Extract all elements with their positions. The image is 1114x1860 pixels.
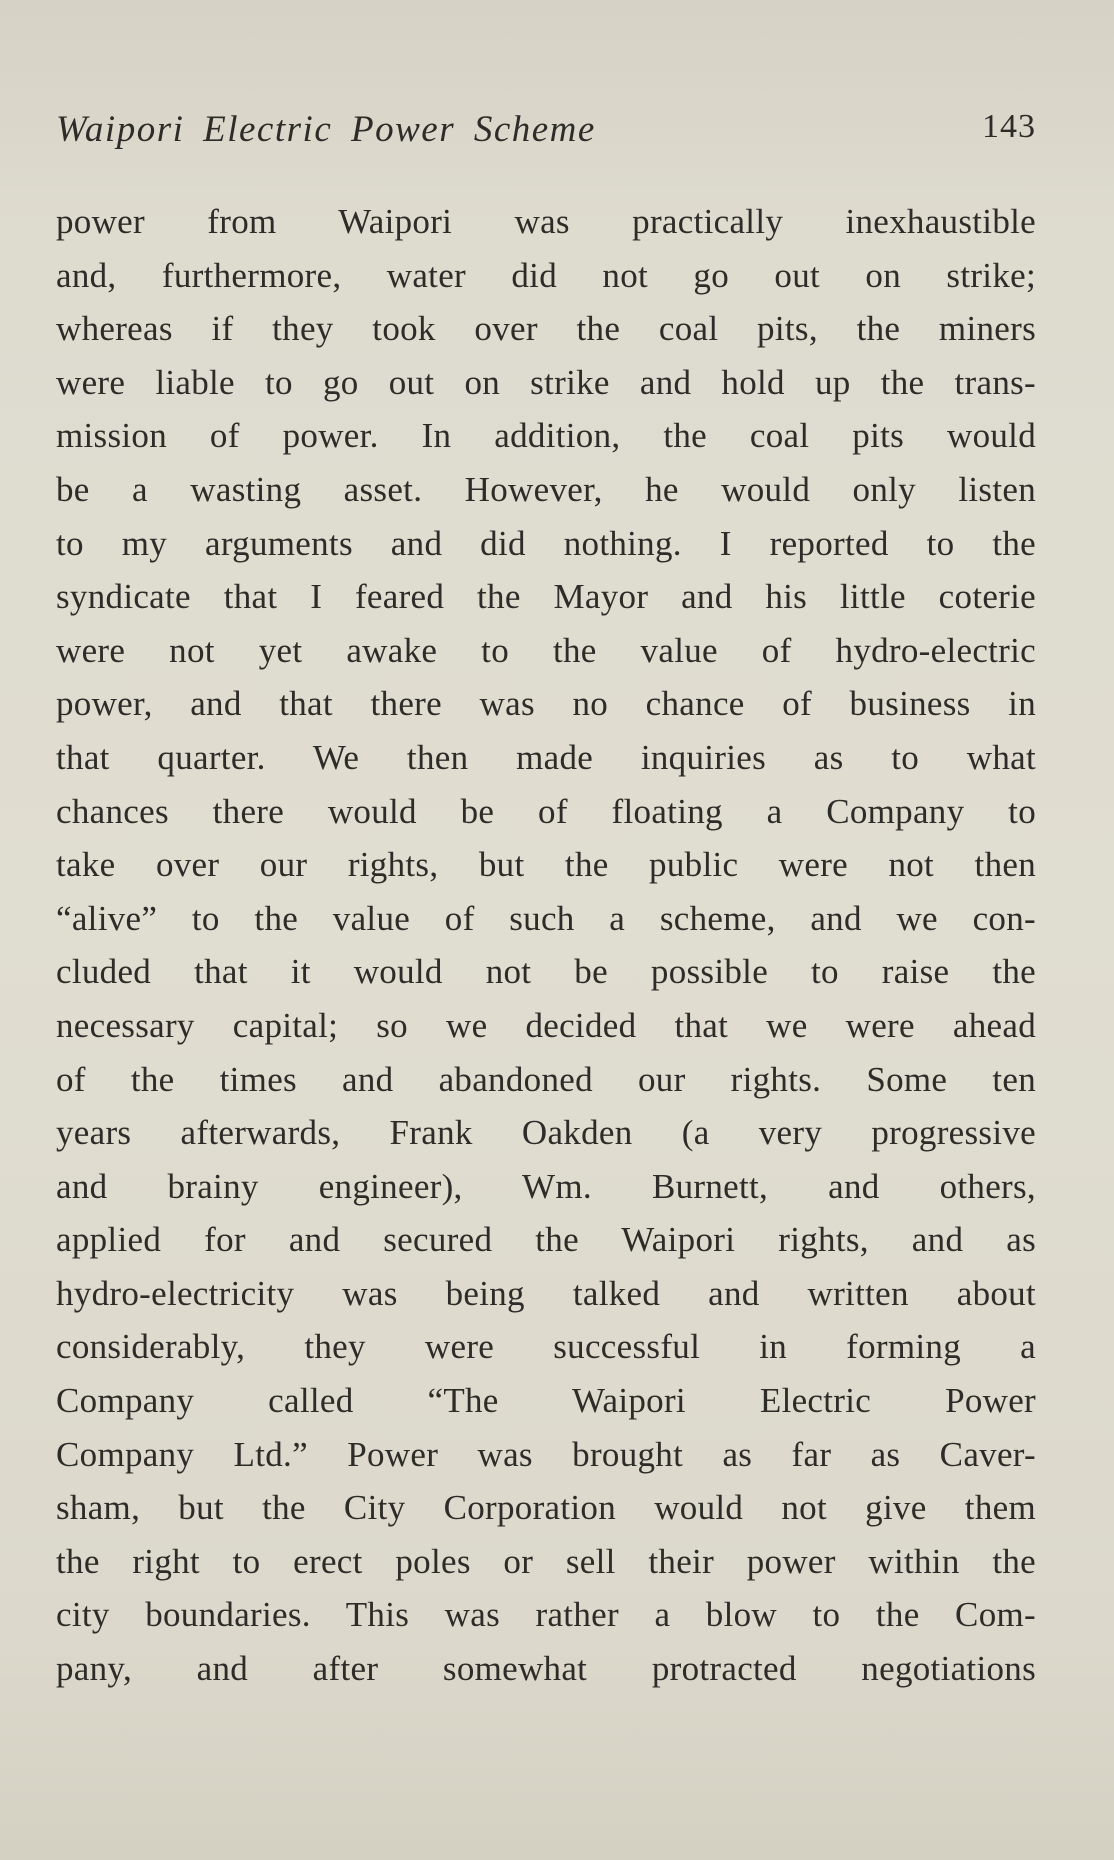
running-head bbox=[56, 108, 1036, 156]
text-line: and brainy engineer), Wm. Burnett, and others, bbox=[56, 1166, 1036, 1206]
text-line: of the times and abandoned our rights. Some ten bbox=[56, 1059, 1036, 1099]
text-line: and, furthermore, water did not go out on strike; bbox=[56, 255, 1036, 295]
text-line: be a wasting asset. However, he would only listen bbox=[56, 469, 1036, 509]
text-line: necessary capital; so we decided that we were ahead bbox=[56, 1005, 1036, 1045]
text-line: that quarter. We then made inquiries as to what bbox=[56, 737, 1036, 777]
text-line: hydro-electricity was being talked and written about bbox=[56, 1273, 1036, 1313]
text-line: applied for and secured the Waipori rights, and as bbox=[56, 1220, 1036, 1260]
text-line: take over our rights, but the public were not then bbox=[56, 845, 1036, 885]
text-line: pany, and after somewhat protracted negotiations bbox=[56, 1649, 1036, 1689]
text-line: considerably, they were successful in forming a bbox=[56, 1327, 1036, 1367]
text-line: years afterwards, Frank Oakden (a very progressive bbox=[56, 1113, 1036, 1153]
text-line: were not yet awake to the value of hydro-electric bbox=[56, 630, 1036, 670]
text-line: syndicate that I feared the Mayor and his little coterie bbox=[56, 577, 1036, 617]
text-line: to my arguments and did nothing. I reported to the bbox=[56, 523, 1036, 563]
running-title: Waipori Electric Power Scheme bbox=[56, 109, 596, 150]
text-line: power, and that there was no chance of business in bbox=[56, 684, 1036, 724]
text-line: were liable to go out on strike and hold up the trans- bbox=[56, 362, 1036, 402]
text-line: Company called “The Waipori Electric Power bbox=[56, 1381, 1036, 1421]
text-line: Company Ltd.” Power was brought as far as Caver- bbox=[56, 1434, 1036, 1474]
text-line: city boundaries. This was rather a blow to the Com- bbox=[56, 1595, 1036, 1635]
text-line: mission of power. In addition, the coal pits would bbox=[56, 416, 1036, 456]
text-line: power from Waipori was practically inexhaustible bbox=[56, 202, 1036, 241]
body-paragraph bbox=[56, 195, 1036, 1696]
text-line: “alive” to the value of such a scheme, and we con- bbox=[56, 898, 1036, 938]
text-line: whereas if they took over the coal pits, the miners bbox=[56, 309, 1036, 349]
page-number: 143 bbox=[982, 108, 1036, 145]
text-line: the right to erect poles or sell their power within the bbox=[56, 1541, 1036, 1581]
text-line: cluded that it would not be possible to raise the bbox=[56, 952, 1036, 992]
text-line: sham, but the City Corporation would not give them bbox=[56, 1488, 1036, 1528]
text-line: chances there would be of floating a Company to bbox=[56, 791, 1036, 831]
